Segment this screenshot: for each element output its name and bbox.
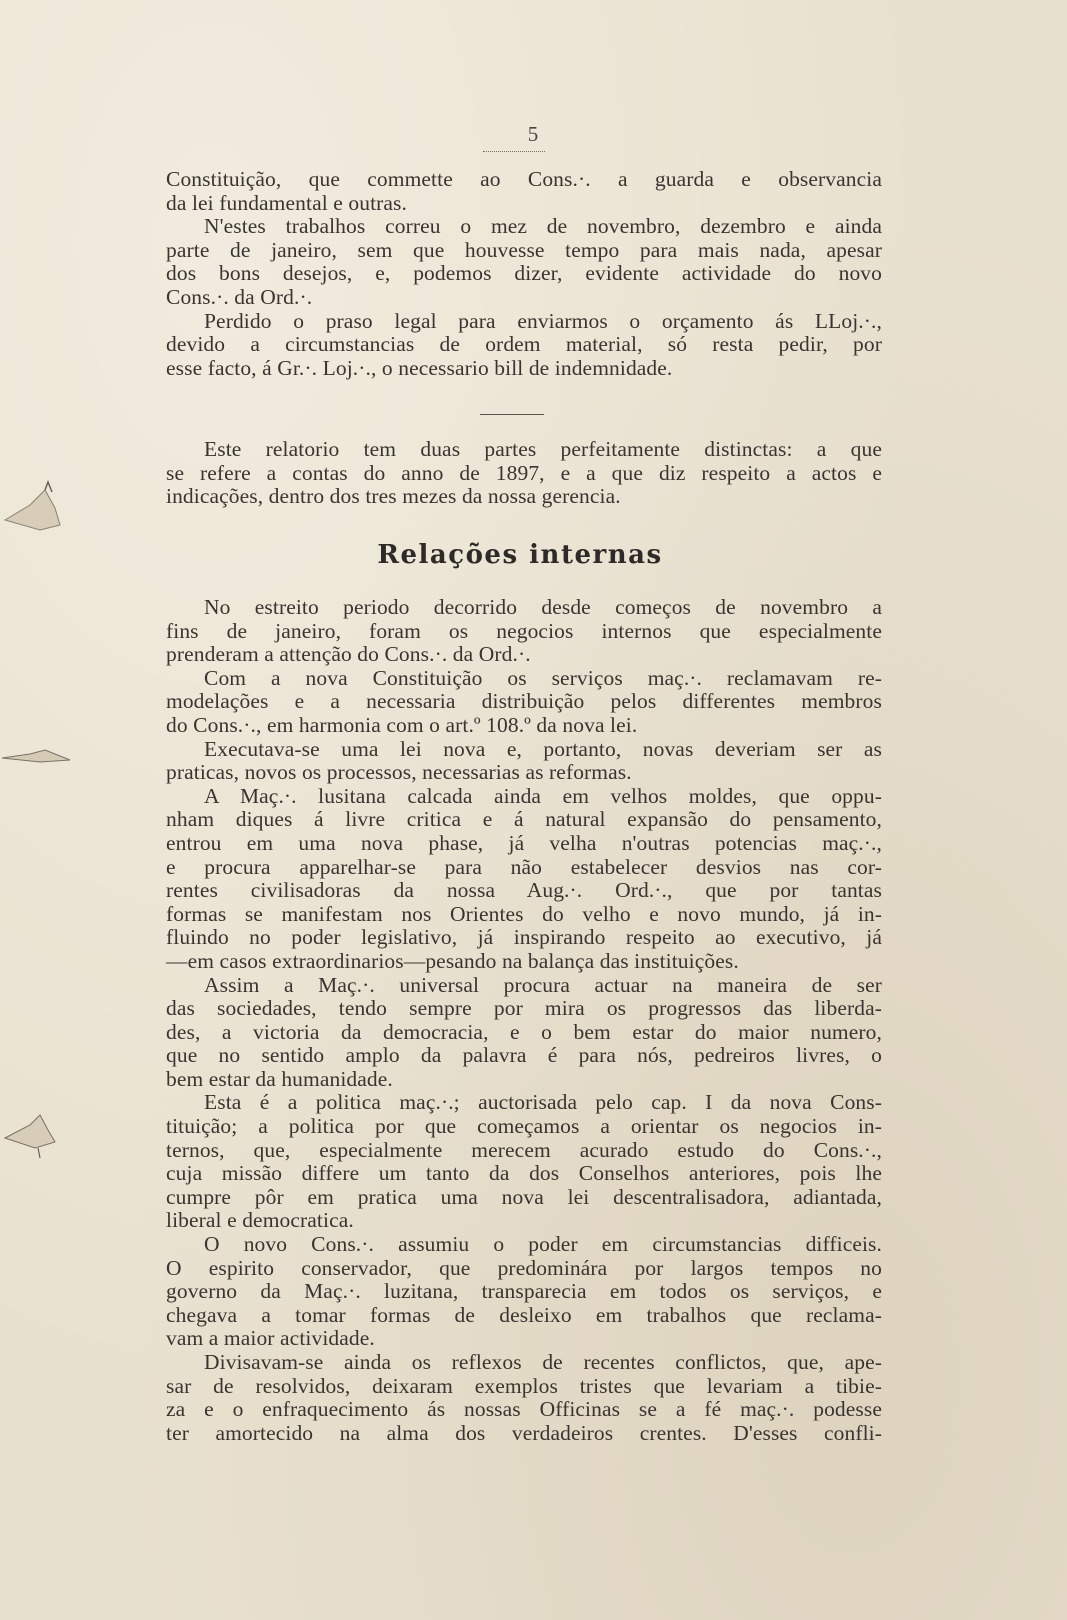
- text-line: modelações e a necessaria distribuição pelos differentes membros: [166, 689, 882, 714]
- text-line: N'estes trabalhos correu o mez de novembro, dezembro e ainda: [204, 214, 882, 239]
- text-line: indicações, dentro dos tres mezes da nossa gerencia.: [166, 484, 621, 509]
- text-line: Este relatorio tem duas partes perfeitamente distinctas: a que: [204, 437, 882, 461]
- text-line: das sociedades, tendo sempre por mira os progressos das liberda-: [166, 996, 882, 1021]
- text-line: cuja missão differe um tanto da dos Conselhos anteriores, pois lhe: [166, 1161, 882, 1186]
- text-line: cumpre pôr em pratica uma nova lei descentralisadora, adiantada,: [166, 1184, 882, 1209]
- text-line: tituição; a politica por que começamos a orientar os negocios in-: [166, 1114, 882, 1139]
- text-line: praticas, novos os processos, necessarias as reformas.: [166, 760, 632, 785]
- text-line: rentes civilisadoras da nossa Aug.·. Ord.·., que por tantas: [166, 878, 882, 903]
- text-line: No estreito periodo decorrido desde começos de novembro a: [204, 595, 882, 619]
- text-line: Perdido o praso legal para enviarmos o orçamento ás LLoj.·.,: [204, 308, 882, 333]
- text-line: ternos, que, especialmente merecem acurado estudo do Cons.·.,: [166, 1137, 882, 1162]
- text-line: chegava a tomar formas de desleixo em trabalhos que reclama-: [166, 1302, 882, 1327]
- text-line: que no sentido amplo da palavra é para nós, pedreiros livres, o: [166, 1043, 882, 1068]
- text-line: parte de janeiro, sem que houvesse tempo para mais nada, apesar: [166, 237, 882, 262]
- text-line: entrou em uma nova phase, já velha n'outras potencias maç.·.,: [166, 830, 882, 855]
- text-line: formas se manifestam nos Orientes do velho e novo mundo, já in-: [166, 901, 882, 926]
- page-number-underline: [483, 151, 545, 152]
- text-line: Divisavam-se ainda os reflexos de recentes conflictos, que, ape-: [204, 1350, 882, 1374]
- text-line: dos bons desejos, e, podemos dizer, evidente actividade do novo: [166, 261, 882, 286]
- text-line: O espirito conservador, que predominára por largos tempos no: [166, 1255, 882, 1280]
- paragraph-block: [166, 168, 882, 380]
- text-line: da lei fundamental e outras.: [166, 190, 408, 215]
- text-line: —em casos extraordinarios—pesando na balança das instituições.: [166, 948, 739, 973]
- paper-tear-mark: [0, 1110, 80, 1160]
- paper-tear-mark: [0, 740, 80, 770]
- text-line: do Cons.·., em harmonia com o art.º 108.º da nova lei.: [166, 712, 638, 737]
- text-line: esse facto, á Gr.·. Loj.·., o necessario bill de indemnidade.: [166, 355, 673, 380]
- paragraph-block: [166, 438, 882, 509]
- text-line: Executava-se uma lei nova e, portanto, novas deveriam ser as: [204, 736, 882, 761]
- section-divider: [480, 414, 544, 415]
- text-line: Esta é a politica maç.·.; auctorisada pelo cap. I da nova Cons-: [204, 1090, 882, 1115]
- section-heading: Relações internas: [377, 540, 663, 570]
- text-line: O novo Cons.·. assumiu o poder em circumstancias difficeis.: [204, 1232, 882, 1257]
- text-line: e procura apparelhar-se para não estabelecer desvios nas cor-: [166, 854, 882, 879]
- text-line: governo da Maç.·. luzitana, transparecia em todos os serviços, e: [166, 1279, 882, 1304]
- text-line: Assim a Maç.·. universal procura actuar na maneira de ser: [204, 972, 882, 997]
- text-line: ter amortecido na alma dos verdadeiros crentes. D'esses confli-: [166, 1420, 882, 1445]
- text-line: fins de janeiro, foram os negocios internos que especialmente: [166, 618, 882, 643]
- text-line: A Maç.·. lusitana calcada ainda em velhos moldes, que oppu-: [204, 783, 882, 808]
- text-line: Com a nova Constituição os serviços maç.·. reclamavam re-: [204, 665, 882, 690]
- paragraph-block: [166, 596, 882, 1445]
- text-line: za e o enfraquecimento ás nossas Officinas se a fé maç.·. podesse: [166, 1397, 882, 1422]
- text-line: nham diques á livre critica e á natural expansão do pensamento,: [166, 807, 882, 832]
- text-line: sar de resolvidos, deixaram exemplos tristes que levariam a tibie-: [166, 1373, 882, 1398]
- text-line: bem estar da humanidade.: [166, 1066, 393, 1091]
- page-number: 5: [527, 122, 539, 146]
- text-line: se refere a contas do anno de 1897, e a que diz respeito a actos e: [166, 460, 882, 485]
- text-line: vam a maior actividade.: [166, 1326, 375, 1351]
- text-line: devido a circumstancias de ordem material, só resta pedir, por: [166, 332, 882, 357]
- text-line: Cons.·. da Ord.·.: [166, 284, 313, 309]
- text-line: des, a victoria da democracia, e o bem estar do maior numero,: [166, 1019, 882, 1044]
- paper-tear-mark: [0, 480, 80, 540]
- text-line: Constituição, que commette ao Cons.·. a guarda e observancia: [166, 167, 882, 191]
- text-line: fluindo no poder legislativo, já inspirando respeito ao executivo, já: [166, 925, 882, 950]
- text-line: prenderam a attenção do Cons.·. da Ord.·.: [166, 642, 531, 667]
- text-line: liberal e democratica.: [166, 1208, 354, 1233]
